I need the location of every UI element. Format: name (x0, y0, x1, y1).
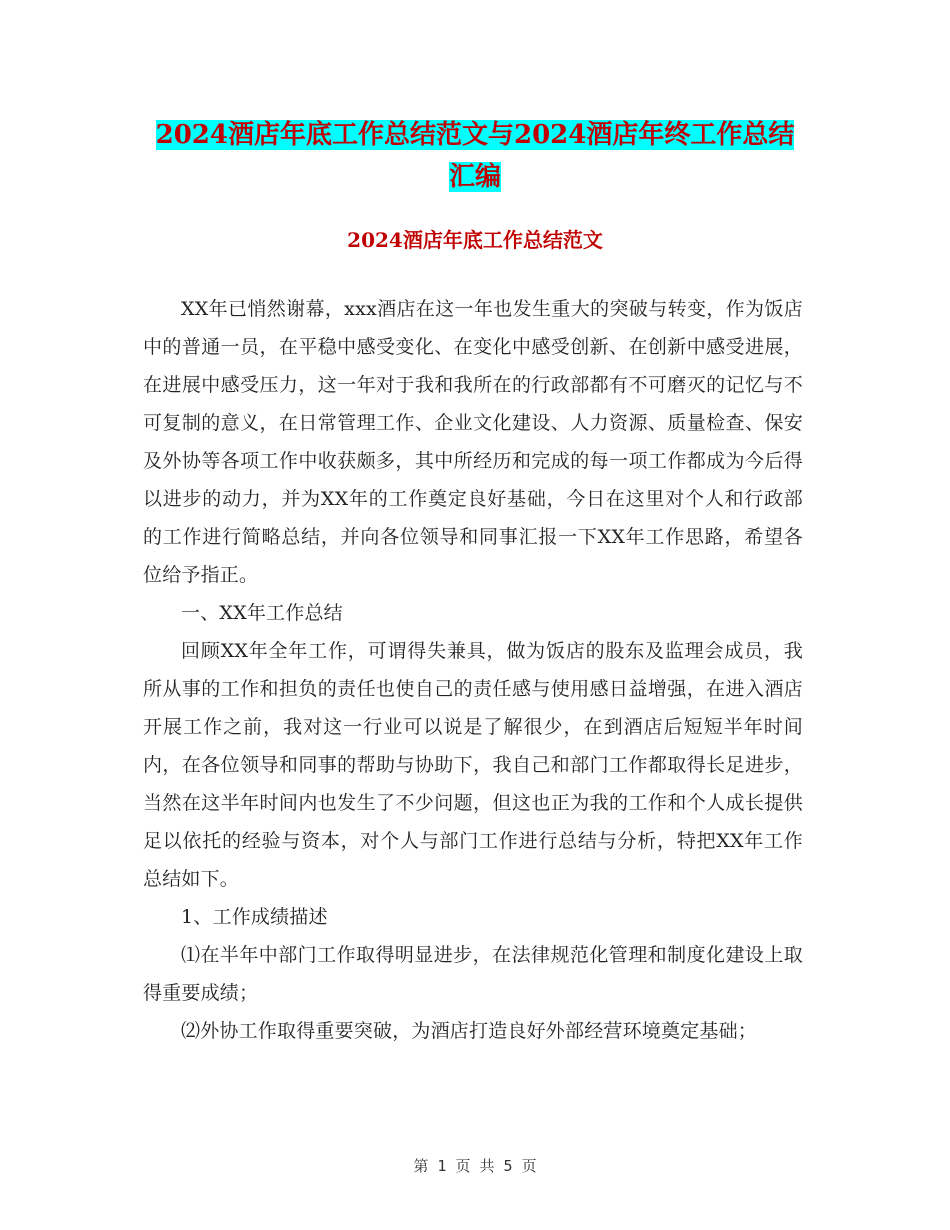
paragraph: 一、XX年工作总结 (181, 602, 343, 624)
paragraph: XX年已悄然谢幕，xxx酒店在这一年也发生重大的突破与转变，作为饭店中的普通一员，在平稳中感受变化、在变化中感受创新、在创新中感受进展，在进展中感受压力，这一年对于我和我所在的行政部都有不可磨灭的记忆与不可复制的意义，在日常管理工作、企业文化建设、人力资源、质量检查、保安及外协等各项工作中收获颇多，其中所经历和完成的每一项工作都成为今后得以进步的动力，并为XX年的工作奠定良好基础，今日在这里对个人和行政部的工作进行简略总结，并向各位领导和同事汇报一下XX年工作思路，希望各位给予指正。 (143, 298, 803, 586)
document-body (143, 290, 803, 1050)
paragraph: ⑵外协工作取得重要突破，为酒店打造良好外部经营环境奠定基础； (181, 1020, 758, 1042)
section-title: 2024酒店年底工作总结范文 (347, 228, 603, 252)
title-highlight-2: 汇编 (448, 162, 501, 192)
page-footer: 第 1 页 共 5 页 (413, 1157, 537, 1175)
paragraph: 1、工作成绩描述 (181, 906, 328, 928)
document-title-line-1 (0, 112, 950, 158)
paragraph: ⑴在半年中部门工作取得明显进步，在法律规范化管理和制度化建设上取得重要成绩； (143, 944, 803, 1004)
paragraph: 回顾XX年全年工作，可谓得失兼具，做为饭店的股东及监理会成员，我所从事的工作和担负的责任也使自己的责任感与使用感日益增强，在进入酒店开展工作之前，我对这一行业可以说是了解很少，在到酒店后短短半年时间内，在各位领导和同事的帮助与协助下，我自己和部门工作都取得长足进步，当然在这半年时间内也发生了不少问题，但这也正为我的工作和个人成长提供足以依托的经验与资本，对个人与部门工作进行总结与分析，特把XX年工作总结如下。 (143, 640, 803, 890)
document-title-line-2 (0, 154, 950, 200)
title-highlight-1: 2024酒店年底工作总结范文与2024酒店年终工作总结 (155, 120, 795, 150)
